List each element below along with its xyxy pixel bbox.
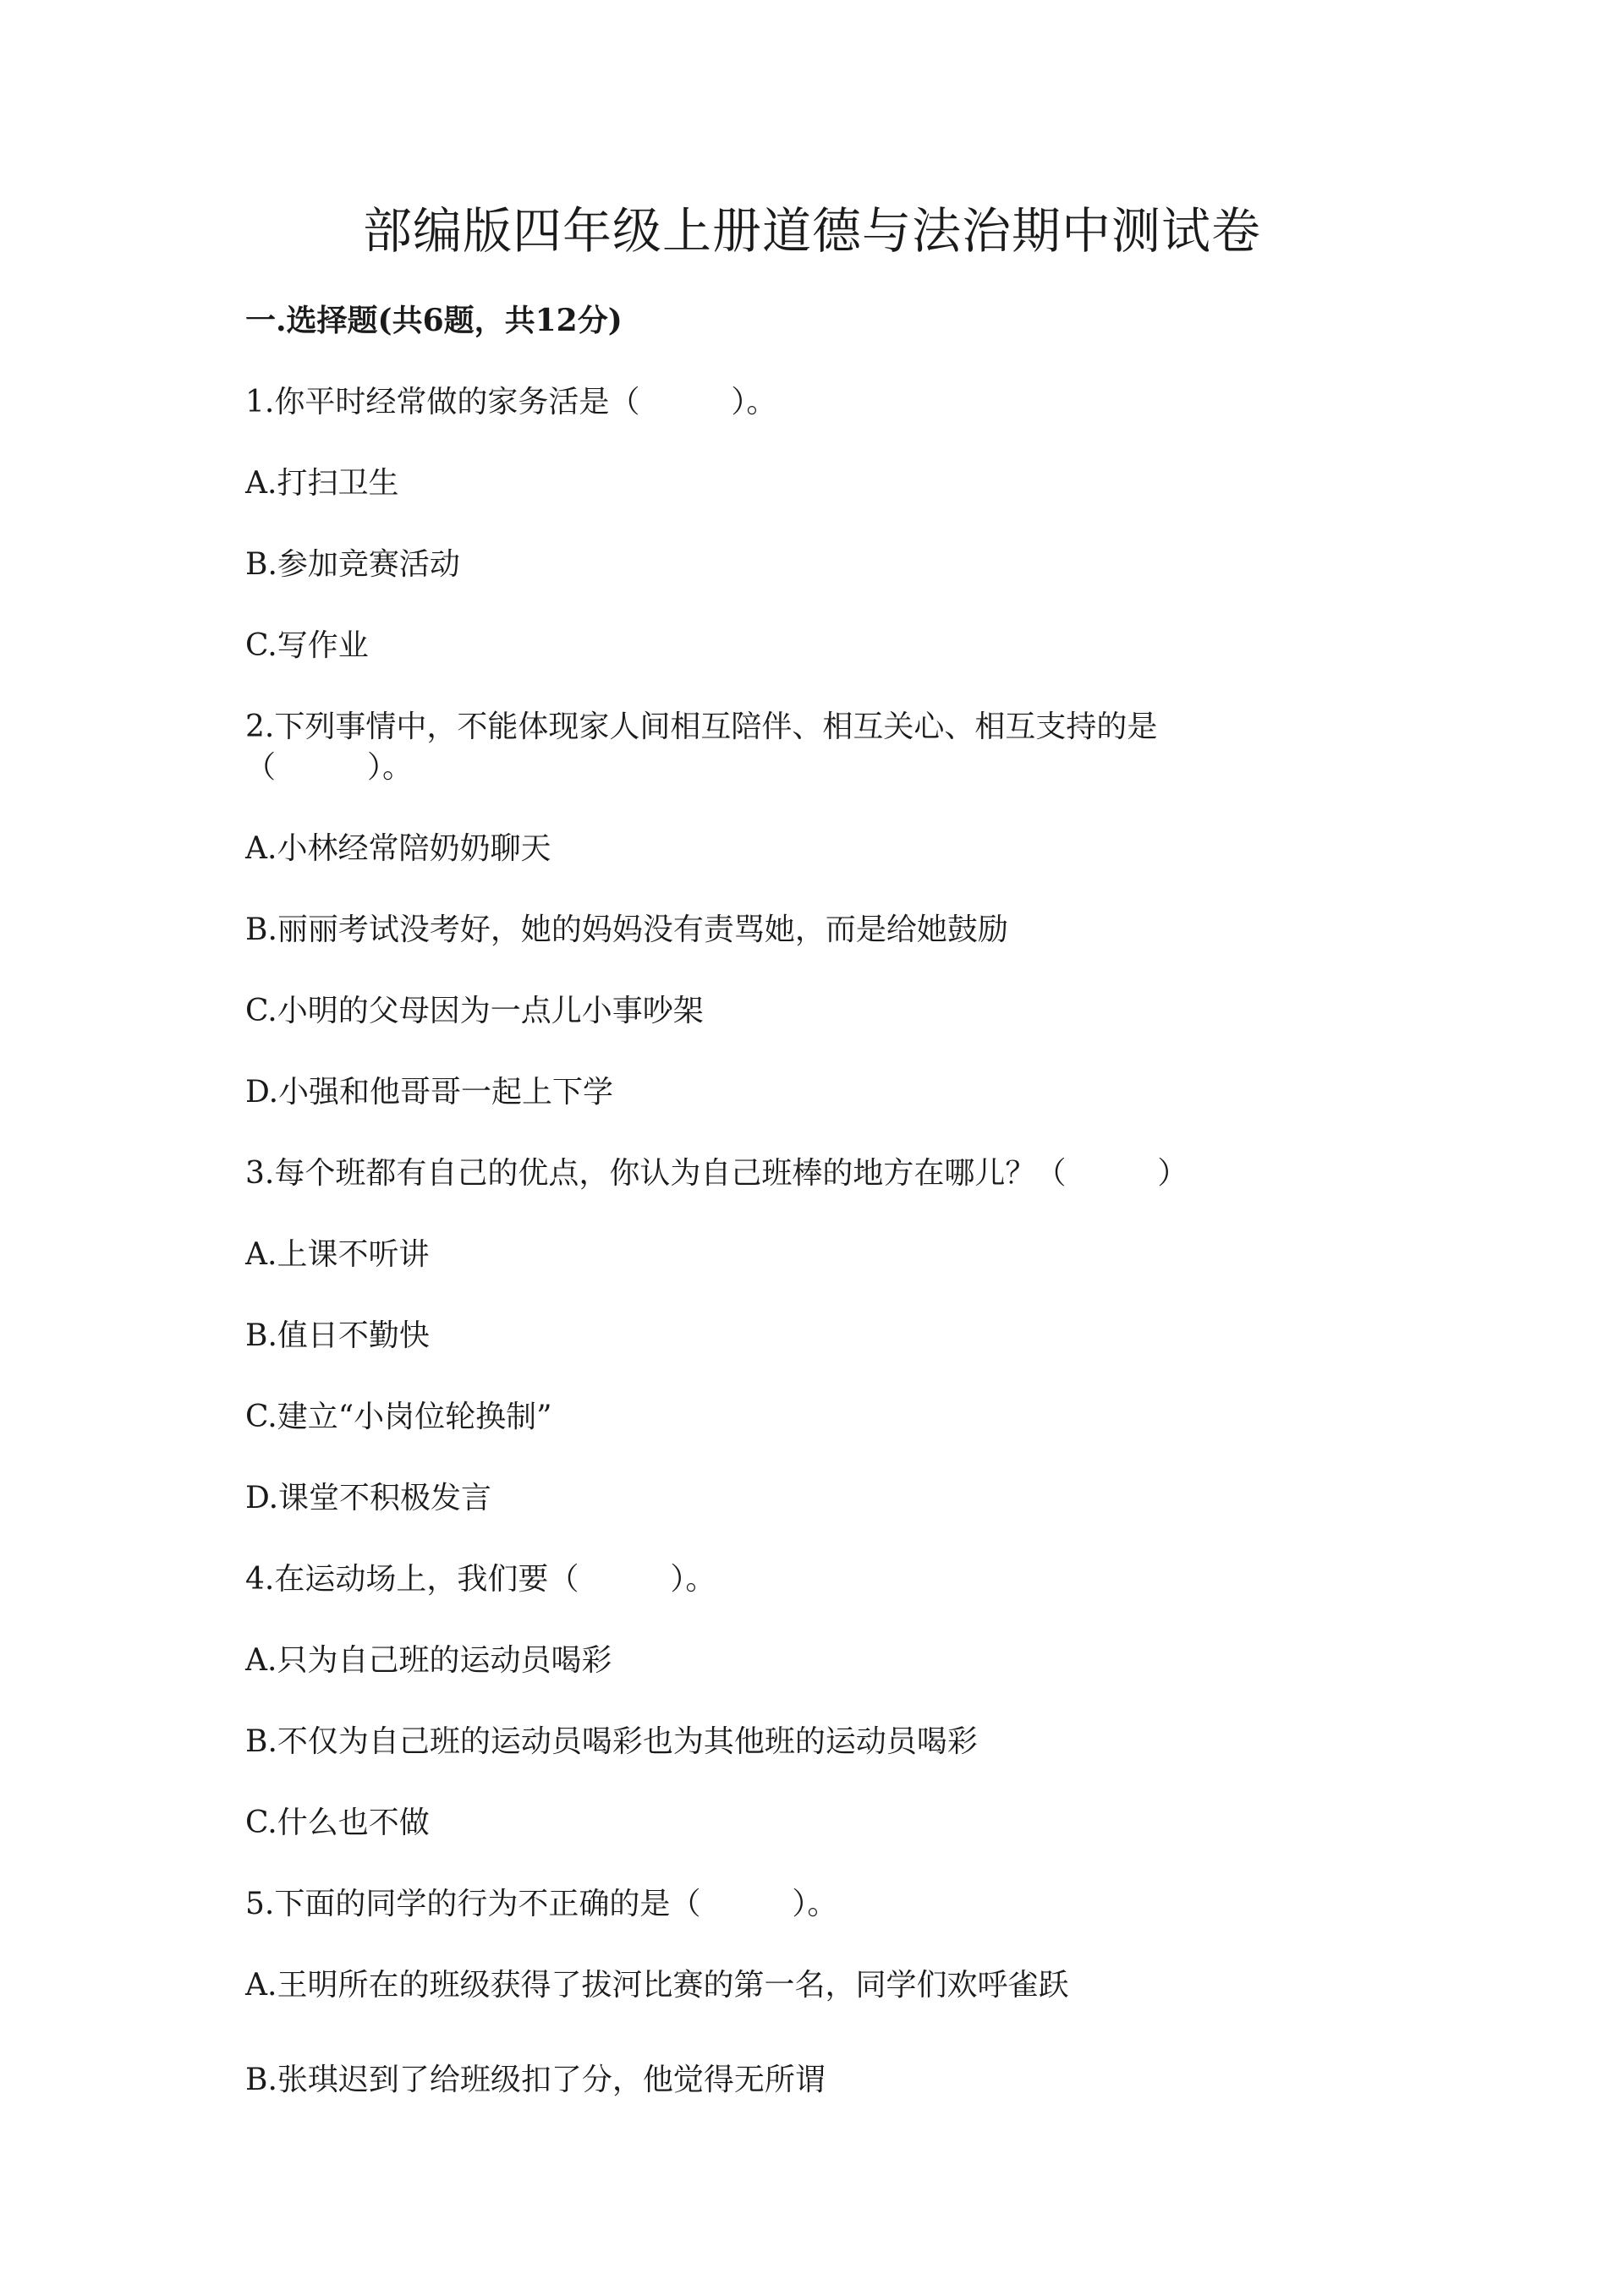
- option-5b: B.张琪迟到了给班级扣了分，他觉得无所谓: [245, 2063, 826, 2097]
- option-1a: A.打扫卫生: [245, 466, 399, 501]
- option-3c: C.建立“小岗位轮换制”: [245, 1400, 552, 1434]
- question-3: 3.每个班都有自己的优点，你认为自己班棒的地方在哪儿？（ ）: [245, 1156, 1188, 1191]
- option-2c: C.小明的父母因为一点儿小事吵架: [245, 994, 704, 1028]
- option-3d: D.课堂不积极发言: [245, 1481, 492, 1515]
- question-2: 2.下列事情中，不能体现家人间相互陪伴、相互关心、相互支持的是: [245, 710, 1158, 744]
- option-1c: C.写作业: [245, 628, 369, 663]
- question-4: 4.在运动场上，我们要（ ）。: [245, 1562, 716, 1597]
- question-5: 5.下面的同学的行为不正确的是（ ）。: [245, 1887, 838, 1921]
- option-2b: B.丽丽考试没考好，她的妈妈没有责骂她，而是给她鼓励: [245, 912, 1008, 947]
- option-2d: D.小强和他哥哥一起上下学: [245, 1075, 614, 1110]
- question-1: 1.你平时经常做的家务活是（ ）。: [245, 385, 777, 419]
- section-heading: 一.选择题(共6题，共12分): [245, 303, 623, 338]
- option-4a: A.只为自己班的运动员喝彩: [245, 1643, 612, 1678]
- option-3a: A.上课不听讲: [245, 1237, 430, 1272]
- option-2a: A.小林经常陪奶奶聊天: [245, 831, 551, 866]
- question-2-continued: （ ）。: [245, 750, 414, 785]
- option-5a: A.王明所在的班级获得了拔河比赛的第一名，同学们欢呼雀跃: [245, 1968, 1069, 2003]
- option-4c: C.什么也不做: [245, 1806, 430, 1840]
- option-1b: B.参加竞赛活动: [245, 547, 460, 582]
- option-4b: B.不仅为自己班的运动员喝彩也为其他班的运动员喝彩: [245, 1724, 978, 1759]
- exam-title: 部编版四年级上册道德与法治期中测试卷: [362, 202, 1261, 260]
- option-3b: B.值日不勤快: [245, 1318, 430, 1353]
